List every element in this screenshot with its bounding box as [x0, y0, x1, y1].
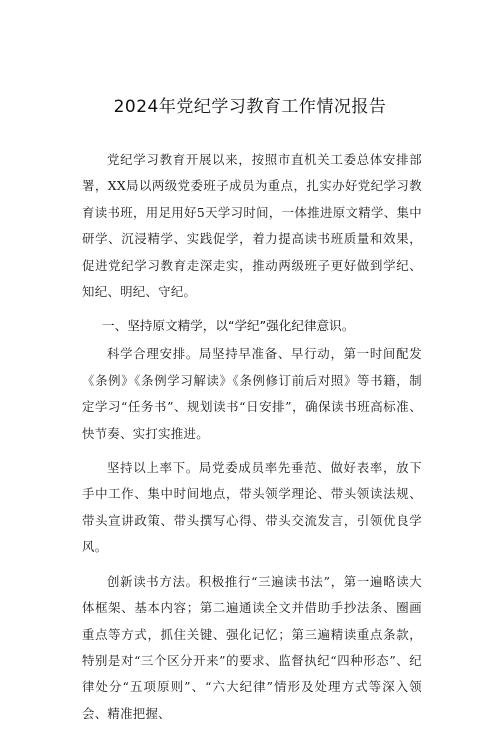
document-title: 2024年党纪学习教育工作情况报告 — [113, 97, 387, 117]
paragraph-schedule: 科学合理安排。局坚持早准备、早行动，第一时间配发《条例》《条例学习解读》《条例修订前后对照》等书籍，制定学习“任务书”、规划读书“日安排”，确保读书班高标准、快节奏、实打实推进。 — [82, 346, 422, 441]
paragraph-leadership: 坚持以上率下。局党委成员率先垂范、做好表率，放下手中工作、集中时间地点，带头领学理论、带头领读法规、带头宣讲政策、带头撰写心得、带头交流发言，引领优良学风。 — [82, 460, 422, 555]
paragraph-reading-method: 创新读书方法。积极推行“三遍读书法”，第一遍略读大体框架、基本内容；第二遍通读全文并借助手抄法条、圈画重点等方式，抓住关键、强化记忆；第三遍精读重点条款，特别是对“三个区分开来”的要求、监督执纪“四种形态”、纪律处分“五项原则”、“六大纪律”情形及处理方式等深入领会、精准把握、 — [82, 573, 422, 721]
document-body — [82, 147, 422, 733]
section-heading-1: 一、坚持原文精学，以“学纪”强化纪律意识。 — [102, 318, 355, 334]
intro-paragraph: 党纪学习教育开展以来，按照市直机关工委总体安排部署，XX局以两级党委班子成员为重点，扎实办好党纪学习教育读书班，用足用好5天学习时间，一体推进原文精学、集中研学、沉浸精学、实践促学，着力提高读书班质量和效果，促进党纪学习教育走深走实，推动两级班子更好做到学纪、知纪、明纪、守纪。 — [82, 152, 422, 300]
